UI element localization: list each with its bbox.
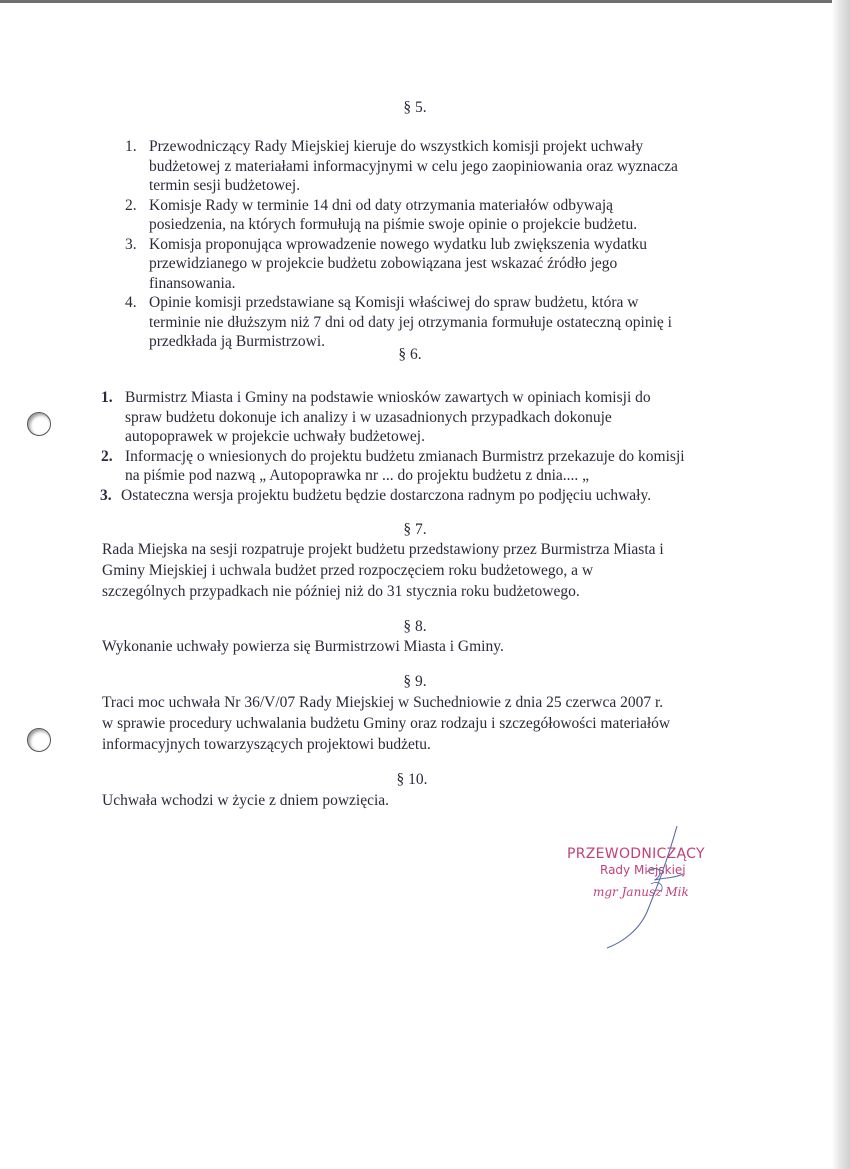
section-5-list <box>125 137 749 352</box>
punch-hole-bottom <box>27 728 51 752</box>
section-6-heading: § 6. <box>398 346 422 363</box>
section-5-heading: § 5. <box>403 99 427 116</box>
signature-icon <box>555 822 725 952</box>
stamp-title: PRZEWODNICZĄCY <box>567 846 705 862</box>
section-5-item-3: 3. Komisja proponująca wprowadzenie nowego wydatku lub zwiększenia wydatku przewidzianego w projekcie budżetu zobowiązana jest wskazać źródło jego finansowania. <box>125 235 648 292</box>
section-5-item-1: 1. Przewodniczący Rady Miejskiej kieruje do wszystkich komisji projekt uchwały budżetowej z materiałami informacyjnymi w celu jego zaopiniowania oraz wyznacza termin sesji budżetowej. <box>125 138 678 194</box>
section-6-item-2: 2. Informację o wniesionych do projektu budżetu zmianach Burmistrz przekazuje do komisji na piśmie pod nazwą „ Autopoprawka nr ... do projektu budżetu z dnia.... „ <box>101 447 685 484</box>
scan-edge-top <box>0 0 850 3</box>
section-6-item-1: 1. Burmistrz Miasta i Gminy na podstawie wniosków zawartych w opiniach komisji do spraw budżetu dokonuje ich analizy i w uzasadnionych przypadkach dokonuje autopoprawek w projekcie uchwały budżetowej. <box>101 389 651 445</box>
section-8-heading: § 8. <box>403 618 427 635</box>
section-10-text: Uchwała wchodzi w życie z dniem powzięcia. <box>102 792 390 809</box>
section-7-text: Rada Miejska na sesji rozpatruje projekt budżetu przedstawiony przez Burmistrza Miasta i Gminy Miejskiej i uchwala budżet przed rozpoczęciem roku budżetowego, a w szczególnych przypadkach nie później niż do 31 stycznia roku budżetowego. <box>102 541 664 600</box>
section-9-text: Traci moc uchwała Nr 36/V/07 Rady Miejskiej w Suchedniowie z dnia 25 czerwca 2007 r. w sprawie procedury uchwalania budżetu Gminy oraz rodzaju i szczegółowości materiałów informacyjnych towarzyszących projektowi budżetu. <box>102 694 671 753</box>
section-10-heading: § 10. <box>396 771 428 788</box>
section-6-item-3: 3. Ostateczna wersja projektu budżetu będzie dostarczona radnym po podjęciu uchwały. <box>100 486 652 504</box>
stamp-subtitle: Rady Miejskiej <box>600 863 686 877</box>
chairman-stamp <box>555 822 725 952</box>
section-8-text: Wykonanie uchwały powierza się Burmistrzowi Miasta i Gminy. <box>102 638 504 655</box>
section-6-list <box>100 388 745 505</box>
section-5-item-4: 4. Opinie komisji przedstawiane są Komisji właściwej do spraw budżetu, która w terminie nie dłuższym niż 7 dni od daty jej otrzymania formułuje ostateczną opinię i przedkłada ją Burmistrzowi. <box>125 294 672 350</box>
section-9-heading: § 9. <box>403 673 427 690</box>
section-5-item-2: 2. Komisje Rady w terminie 14 dni od daty otrzymania materiałów odbywają posiedzenia, na których formułują na piśmie swoje opinie o projekcie budżetu. <box>125 196 638 233</box>
stamp-name: mgr Janusz Mik <box>593 885 689 899</box>
section-7-heading: § 7. <box>403 521 427 538</box>
scan-edge-right <box>832 0 850 1169</box>
punch-hole-top <box>27 412 51 436</box>
